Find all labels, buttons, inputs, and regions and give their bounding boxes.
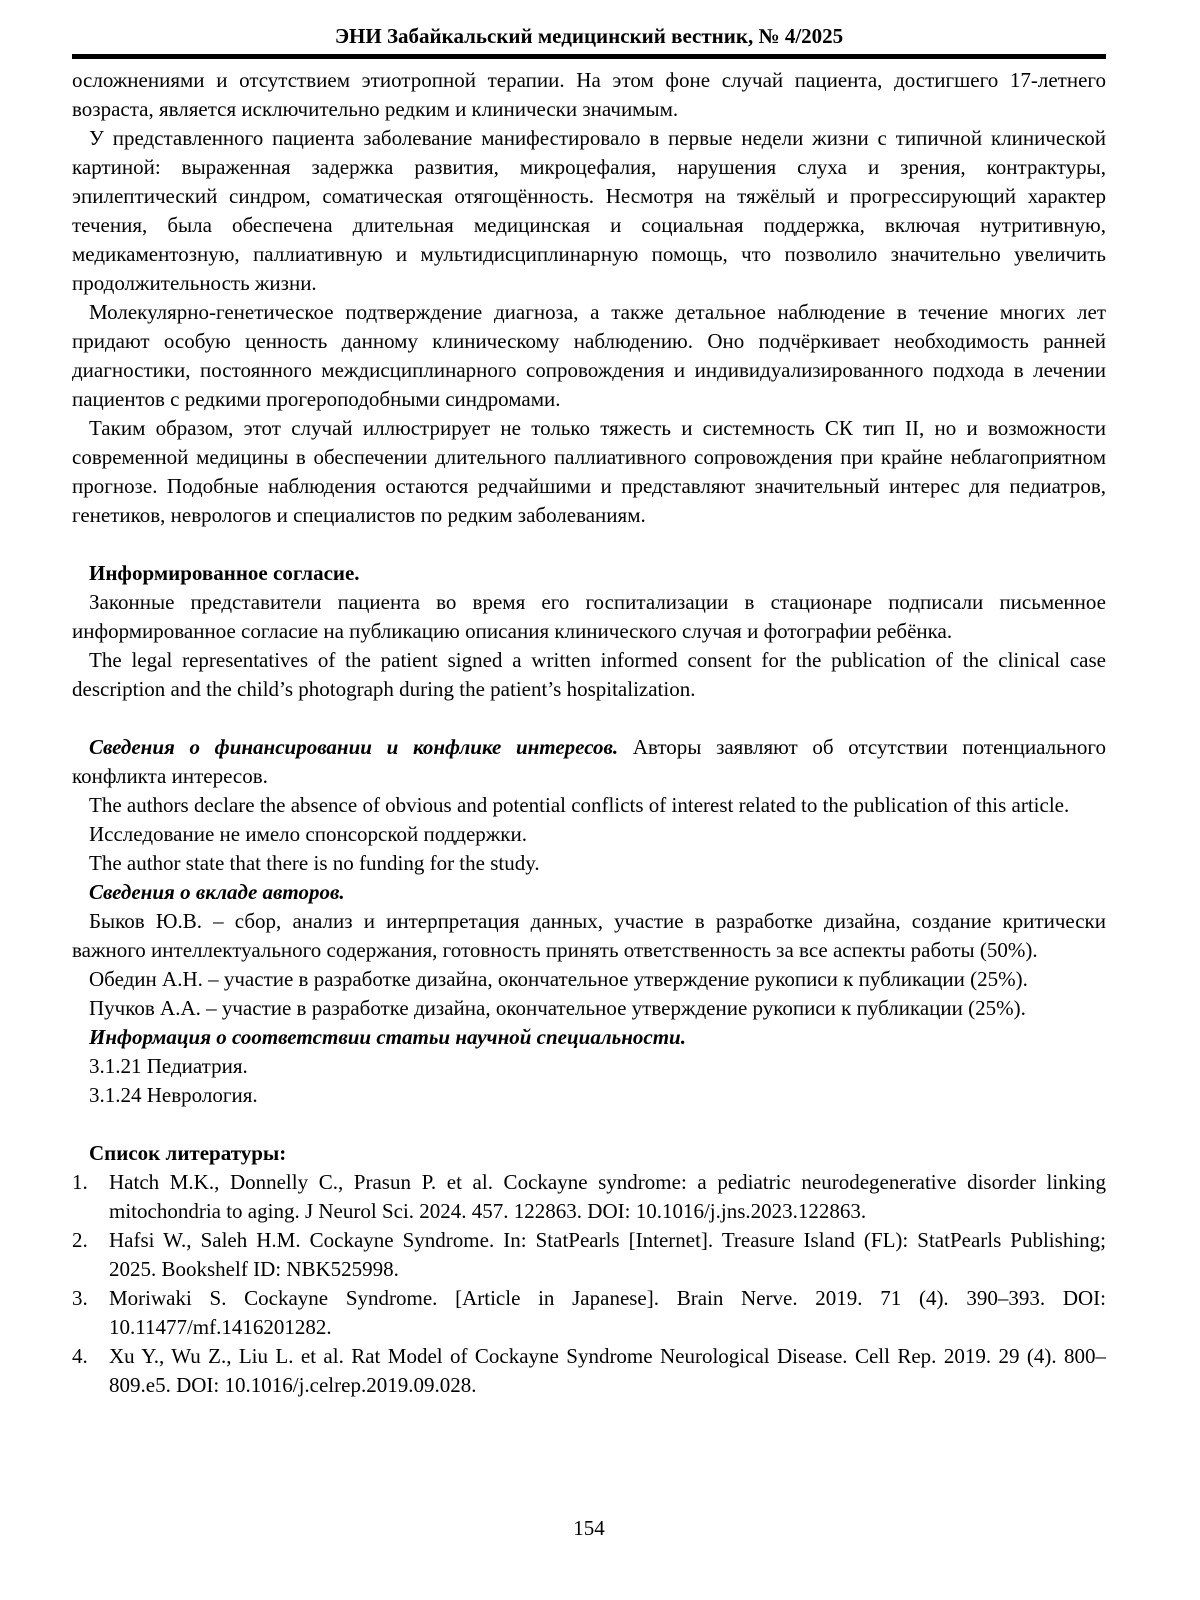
consent-ru: Законные представители пациента во время его госпитализации в стационаре подписали письменное информированное согласие на публикацию описания клинического случая и фотографии ребёнка. [72,590,1106,643]
reference-item [72,1342,1106,1400]
page-content [72,66,1106,1400]
funding-heading: Сведения о финансировании и конфлике интересов. [89,735,619,759]
specialty-heading: Информация о соответствии статьи научной специальности. [89,1025,686,1049]
funding-en-sponsor: The author state that there is no funding for the study. [89,851,540,875]
funding-paragraph [72,733,1106,791]
reference-text: Moriwaki S. Cockayne Syndrome. [Article in Japanese]. Brain Nerve. 2019. 71 (4). 390–393. DOI: 10.11477/mf.1416201282. [109,1286,1106,1339]
funding-ru-text: Авторы заявляют об отсутствии потенциального конфликта интересов. [72,735,1106,788]
references-heading: Список литературы: [89,1141,287,1165]
page-number: 154 [573,1516,605,1540]
contribution-item: Быков Ю.В. – сбор, анализ и интерпретация данных, участие в разработке дизайна, создание критически важного интеллектуального содержания, готовность принять ответственность за все аспекты работы (50%). [72,909,1106,962]
funding-en-conflict: The authors declare the absence of obvious and potential conflicts of interest related to the publication of this article. [89,793,1070,817]
consent-heading: Информированное согласие. [89,561,360,585]
reference-number: 3. [72,1286,88,1310]
reference-text: Xu Y., Wu Z., Liu L. et al. Rat Model of Cockayne Syndrome Neurological Disease. Cell Rep. 2019. 29 (4). 800–809.e5. DOI: 10.1016/j.celrep.2019.09.028. [109,1344,1106,1397]
reference-item [72,1226,1106,1284]
body-paragraph: Таким образом, этот случай иллюстрирует не только тяжесть и системность СК тип II, но и возможности современной медицины в обеспечении длительного паллиативного сопровождения при крайне неблагоприятном прогнозе. Подобные наблюдения остаются редчайшими и представляют значительный интерес для педиатров, генетиков, неврологов и специалистов по редким заболеваниям. [72,416,1106,527]
reference-text: Hatch M.K., Donnelly C., Prasun P. et al. Cockayne syndrome: a pediatric neurodegenerative disorder linking mitochondria to aging. J Neurol Sci. 2024. 457. 122863. DOI: 10.1016/j.jns.2023.122863. [109,1170,1106,1223]
reference-item [72,1284,1106,1342]
body-paragraph: Молекулярно-генетическое подтверждение диагноза, а также детальное наблюдение в течение многих лет придают особую ценность данному клиническому наблюдению. Оно подчёркивает необходимость ранней диагностики, постоянного междисциплинарного сопровождения и индивидуализированного подхода в лечении пациентов с редкими прогероподобными синдромами. [72,300,1106,411]
references-list [72,1168,1106,1400]
header-rule [72,54,1106,59]
spacer [72,530,1106,559]
reference-number: 2. [72,1228,88,1252]
reference-item [72,1168,1106,1226]
contribution-heading: Сведения о вкладе авторов. [89,880,345,904]
contribution-item: Пучков А.А. – участие в разработке дизайна, окончательное утверждение рукописи к публикации (25%). [89,996,1026,1020]
spacer [72,704,1106,733]
reference-number: 4. [72,1344,88,1368]
specialty-item: 3.1.24 Неврология. [89,1083,258,1107]
reference-number: 1. [72,1170,88,1194]
consent-en: The legal representatives of the patient signed a written informed consent for the publication of the clinical case description and the child’s photograph during the patient’s hospitalization. [72,648,1106,701]
spacer [72,1110,1106,1139]
journal-header: ЭНИ Забайкальский медицинский вестник, № 4/2025 [334,24,844,48]
contribution-item: Обедин А.Н. – участие в разработке дизайна, окончательное утверждение рукописи к публикации (25%). [89,967,1028,991]
body-paragraph: У представленного пациента заболевание манифестировало в первые недели жизни с типичной клинической картиной: выраженная задержка развития, микроцефалия, нарушения слуха и зрения, контрактуры, эпилептический синдром, соматическая отягощённость. Несмотря на тяжёлый и прогрессирующий характер течения, была обеспечена длительная медицинская и социальная поддержка, включая нутритивную, медикаментозную, паллиативную и мультидисциплинарную помощь, что позволило значительно увеличить продолжительность жизни. [72,126,1106,295]
reference-text: Hafsi W., Saleh H.M. Cockayne Syndrome. In: StatPearls [Internet]. Treasure Island (FL): StatPearls Publishing; 2025. Bookshelf ID: NBK525998. [109,1228,1106,1281]
funding-ru-sponsor: Исследование не имело спонсорской поддержки. [89,822,527,846]
specialty-item: 3.1.21 Педиатрия. [89,1054,248,1078]
body-paragraph: осложнениями и отсутствием этиотропной терапии. На этом фоне случай пациента, достигшего 17-летнего возраста, является исключительно редким и клинически значимым. [72,68,1106,121]
